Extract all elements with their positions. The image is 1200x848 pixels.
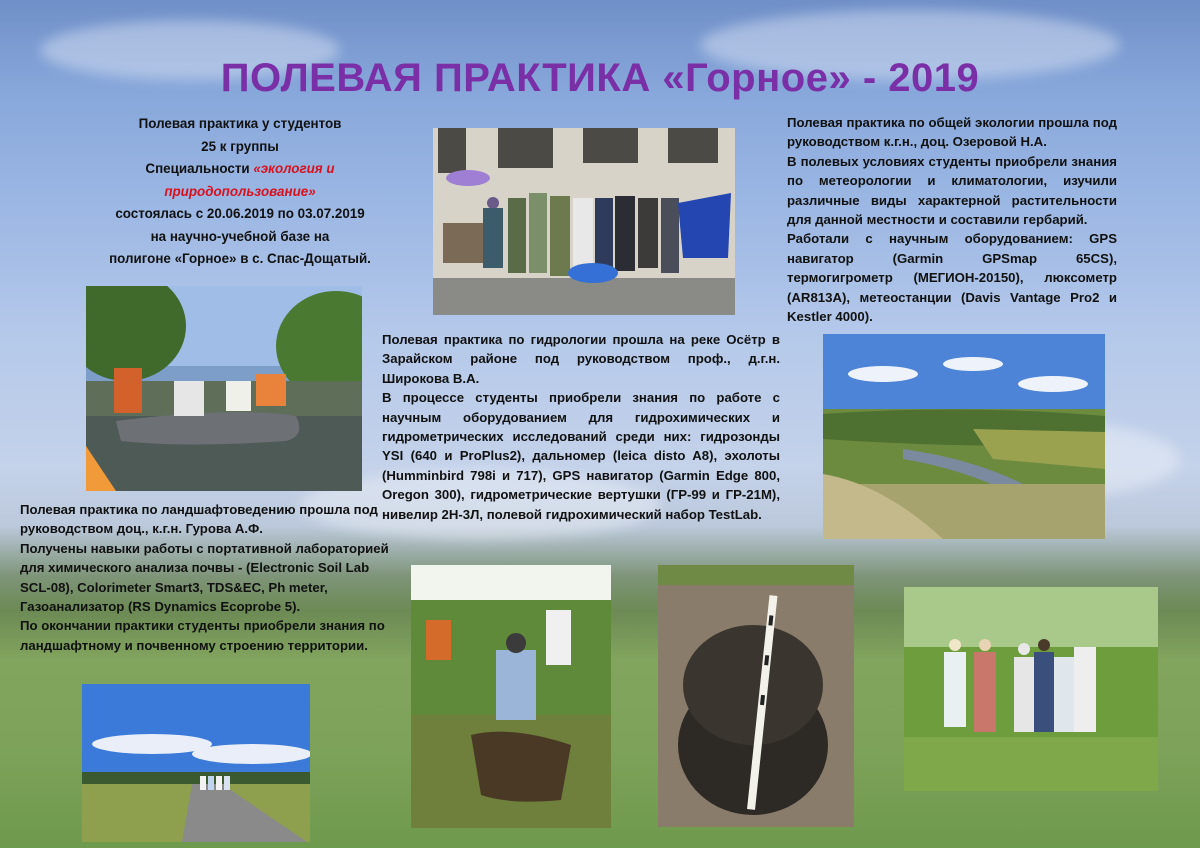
- landscape-paragraph: По окончании практики студенты приобрели знания по ландшафтному и почвенному строению территории.: [20, 618, 385, 653]
- hydrology-paragraph: Полевая практика по гидрологии прошла на реке Осётр в Зарайском районе под руководством проф., д.г.н. Широкова В.А.: [382, 332, 780, 386]
- ecology-paragraph: Работали с научным оборудованием: GPS навигатор (Garmin GPSmap 65CS), термогигрометр (МЕГИОН-20150), люксометр (AR813A), метеостанции (Davis Vantage Pro2 и Kestler 4000).: [787, 231, 1117, 325]
- ecology-paragraph: В полевых условиях студенты приобрели знания по метеорологии и климатологии, изучили различные виды характерной растительности для данной местности и составили гербарий.: [787, 153, 1117, 228]
- hydrology-paragraph: В процессе студенты приобрели знания по работе с научным оборудованием для гидрохимических и гидрометрических исследований среди них: гидрозонды YSI (640 и ProPlus2), дальномер (leica disto A8), эхолоты (Humminbird 798i и 717), GPS навигатор (Garmin Edge 800, Oregon 300), гидрометрические вертушки (ГР-99 и ГР-21М), нивелир 2Н-3Л, полевой гидрохимический набор TestLab.: [382, 390, 780, 522]
- page-title: ПОЛЕВАЯ ПРАКТИКА «Горное» - 2019: [220, 56, 980, 100]
- landscape-paragraph: Получены навыки работы с портативной лабораторией для химического анализа почвы - (Electronic Soil Lab SCL-08), Colorimeter Smart3, TDS&EC, Ph meter, Газоанализатор (RS Dynamics Ecoprobe 5).: [20, 540, 389, 615]
- intro-line: 25 к группы: [201, 138, 279, 154]
- soil-digging-photo: [411, 565, 611, 828]
- landscape-text: [20, 500, 395, 655]
- field-survey-photo: [904, 587, 1158, 791]
- intro-line: Полевая практика у студентов: [138, 116, 342, 131]
- intro-line: полигоне «Горное» в с. Спас-Дощатый.: [109, 251, 371, 266]
- intro-specialty-prefix: Специальности: [145, 161, 254, 176]
- intro-text: [95, 113, 385, 271]
- road-walk-photo: [82, 684, 310, 842]
- landscape-paragraph: Полевая практика по ландшафтоведению прошла под руководством доц., к.г.н. Гурова А.Ф.: [20, 502, 378, 537]
- ecology-text: [787, 113, 1117, 326]
- intro-line: состоялась с 20.06.2019 по 03.07.2019: [115, 206, 365, 221]
- group-building-photo: [433, 128, 735, 315]
- soil-pit-photo: [658, 565, 854, 827]
- intro-line: на научно-учебной базе на: [150, 228, 330, 244]
- specialty-highlight-b: природопользование»: [164, 183, 316, 199]
- boat-river-photo: [86, 286, 362, 491]
- river-valley-photo: [823, 334, 1105, 539]
- intro-specialty-line: [95, 158, 385, 181]
- hydrology-text: [382, 330, 780, 524]
- specialty-highlight-a: «экология и: [253, 161, 335, 176]
- ecology-paragraph: Полевая практика по общей экологии прошла под руководством к.г.н., доц. Озеровой Н.А.: [787, 115, 1117, 150]
